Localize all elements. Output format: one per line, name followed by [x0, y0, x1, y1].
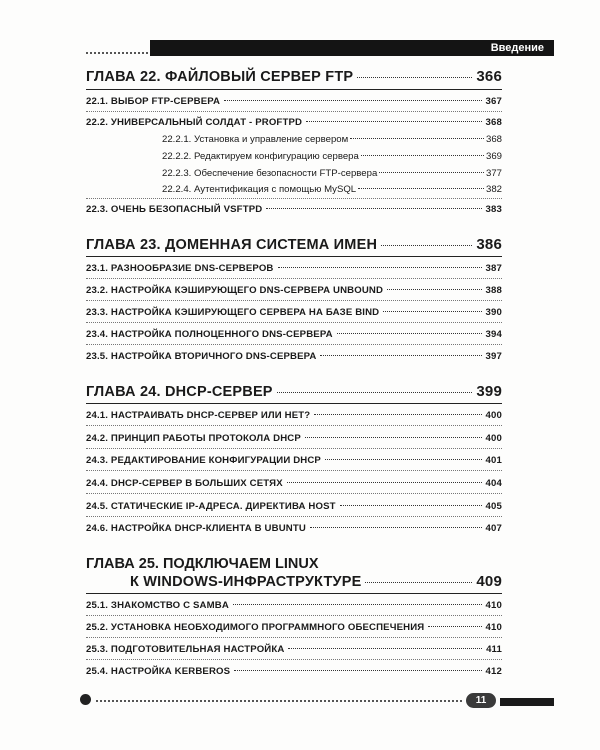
- dot-leader: [381, 245, 472, 246]
- toc-entry-22-1[interactable]: [86, 96, 502, 107]
- entry-rule: [86, 637, 502, 638]
- toc-entry-23-1[interactable]: [86, 263, 502, 274]
- entry-title: 22.2.1. Установка и управление сервером: [162, 134, 349, 145]
- entry-rule: [86, 493, 502, 494]
- chapter-page: 366: [476, 68, 502, 85]
- entry-page: 407: [485, 523, 502, 534]
- running-header-title: Введение: [490, 42, 544, 54]
- entry-rule: [86, 278, 502, 279]
- chapter-rule: [86, 256, 502, 257]
- entry-page: 367: [485, 96, 502, 107]
- toc-entry-23-2[interactable]: [86, 285, 502, 296]
- entry-title: 24.5. СТАТИЧЕСКИЕ IP-АДРЕСА. ДИРЕКТИВА HOST: [86, 501, 336, 512]
- entry-page: 405: [485, 501, 502, 512]
- toc-entry-24-6[interactable]: [86, 523, 502, 534]
- entry-rule: [86, 659, 502, 660]
- toc-entry-25-2[interactable]: [86, 622, 502, 633]
- dot-leader: [305, 437, 482, 438]
- entry-title: 24.3. РЕДАКТИРОВАНИЕ КОНФИГУРАЦИИ DHCP: [86, 455, 321, 466]
- page-number-badge: [466, 693, 496, 708]
- chapter-title: ГЛАВА 23. ДОМЕННАЯ СИСТЕМА ИМЕН: [86, 237, 378, 253]
- toc-entry-24-2[interactable]: [86, 433, 502, 444]
- entry-rule: [86, 300, 502, 301]
- entry-rule: [86, 470, 502, 471]
- chapter-23-entry[interactable]: [86, 236, 502, 253]
- entry-title: 24.1. НАСТРАИВАТЬ DHCP-СЕРВЕР ИЛИ НЕТ?: [86, 410, 311, 421]
- toc-entry-25-1[interactable]: [86, 600, 502, 611]
- entry-title: 22.2.2. Редактируем конфигурацию сервера: [162, 151, 359, 162]
- entry-page: 410: [485, 622, 502, 633]
- toc-entry-22-2-1[interactable]: [162, 134, 502, 145]
- dot-leader: [310, 527, 482, 528]
- dot-leader: [337, 333, 482, 334]
- entry-page: 387: [485, 263, 502, 274]
- dot-leader: [428, 626, 481, 627]
- toc-entry-24-3[interactable]: [86, 455, 502, 466]
- entry-page: 382: [485, 184, 502, 195]
- toc-entry-23-4[interactable]: [86, 329, 502, 340]
- toc-entry-23-3[interactable]: [86, 307, 502, 318]
- entry-title: 22.1. ВЫБОР FTP-СЕРВЕРА: [86, 96, 221, 107]
- entry-title: 23.3. НАСТРОЙКА КЭШИРУЮЩЕГО СЕРВЕРА НА БАЗЕ BIND: [86, 307, 380, 318]
- entry-rule: [86, 344, 502, 345]
- entry-title: 25.3. ПОДГОТОВИТЕЛЬНАЯ НАСТРОЙКА: [86, 644, 285, 655]
- chapter-page: 386: [476, 236, 502, 253]
- entry-rule: [86, 425, 502, 426]
- entry-title: 24.4. DHCP-СЕРВЕР В БОЛЬШИХ СЕТЯХ: [86, 478, 283, 489]
- entry-rule: [86, 198, 502, 199]
- entry-page: 383: [485, 204, 502, 215]
- chapter-page: 399: [476, 383, 502, 400]
- entry-title: 25.1. ЗНАКОМСТВО С SAMBA: [86, 600, 229, 611]
- chapter-title: ГЛАВА 24. DHCP-СЕРВЕР: [86, 384, 273, 400]
- toc-entry-23-5[interactable]: [86, 351, 502, 362]
- dot-leader: [314, 414, 481, 415]
- chapter-rule: [86, 593, 502, 594]
- entry-rule: [86, 615, 502, 616]
- entry-rule: [86, 111, 502, 112]
- running-header: [150, 40, 554, 56]
- entry-title: 22.3. ОЧЕНЬ БЕЗОПАСНЫЙ VSFTPD: [86, 204, 263, 215]
- toc-entry-25-4[interactable]: [86, 666, 502, 677]
- entry-page: 388: [485, 285, 502, 296]
- dot-leader: [365, 582, 472, 583]
- dot-leader: [358, 188, 484, 189]
- entry-title: 22.2.4. Аутентификация с помощью MySQL: [162, 184, 357, 195]
- entry-page: 368: [485, 117, 502, 128]
- toc-entry-25-3[interactable]: [86, 644, 502, 655]
- dot-leader: [234, 670, 481, 671]
- dot-leader: [340, 505, 482, 506]
- toc-entry-22-2-4[interactable]: [162, 184, 502, 195]
- entry-title: 23.5. НАСТРОЙКА ВТОРИЧНОГО DNS-СЕРВЕРА: [86, 351, 317, 362]
- dot-leader: [325, 459, 482, 460]
- dot-leader: [320, 355, 481, 356]
- entry-page: 412: [485, 666, 502, 677]
- toc-entry-24-4[interactable]: [86, 478, 502, 489]
- entry-title: 24.6. НАСТРОЙКА DHCP-КЛИЕНТА В UBUNTU: [86, 523, 306, 534]
- entry-title: 22.2.3. Обеспечение безопасности FTP-сервера: [162, 168, 378, 179]
- entry-page: 368: [485, 134, 502, 145]
- entry-rule: [86, 516, 502, 517]
- chapter-24-entry[interactable]: [86, 383, 502, 400]
- entry-title: 23.1. РАЗНООБРАЗИЕ DNS-СЕРВЕРОВ: [86, 263, 274, 274]
- toc-entry-22-2-3[interactable]: [162, 168, 502, 179]
- chapter-page: 409: [476, 573, 502, 590]
- entry-page: 401: [485, 455, 502, 466]
- chapter-title: К WINDOWS-ИНФРАСТРУКТУРЕ: [130, 574, 362, 590]
- dot-leader: [357, 77, 472, 78]
- chapter-rule: [86, 89, 502, 90]
- dot-leader: [350, 138, 484, 139]
- dot-leader: [266, 208, 481, 209]
- entry-page: 404: [485, 478, 502, 489]
- entry-page: 400: [485, 433, 502, 444]
- entry-page: 397: [485, 351, 502, 362]
- entry-title: 22.2. УНИВЕРСАЛЬНЫЙ СОЛДАТ - PROFTPD: [86, 117, 303, 128]
- dot-leader: [287, 482, 482, 483]
- entry-title: 23.4. НАСТРОЙКА ПОЛНОЦЕННОГО DNS-СЕРВЕРА: [86, 329, 333, 340]
- dot-leader: [288, 648, 482, 649]
- chapter-25-title-line1[interactable]: ГЛАВА 25. ПОДКЛЮЧАЕМ LINUX: [86, 556, 319, 572]
- footer-band: [500, 698, 554, 706]
- entry-page: 411: [486, 644, 502, 655]
- entry-page: 400: [485, 410, 502, 421]
- entry-title: 23.2. НАСТРОЙКА КЭШИРУЮЩЕГО DNS-СЕРВЕРА UNBOUND: [86, 285, 384, 296]
- dot-leader: [277, 392, 473, 393]
- entry-page: 369: [485, 151, 502, 162]
- dot-leader: [379, 172, 484, 173]
- entry-page: 410: [485, 600, 502, 611]
- header-dotted-line: [86, 52, 148, 54]
- toc-entry-22-2[interactable]: [86, 117, 502, 128]
- entry-title: 25.4. НАСТРОЙКА KERBEROS: [86, 666, 231, 677]
- toc-entry-22-3[interactable]: [86, 204, 502, 215]
- toc-entry-24-5[interactable]: [86, 501, 502, 512]
- dot-leader: [383, 311, 481, 312]
- chapter-rule: [86, 403, 502, 404]
- entry-title: 25.2. УСТАНОВКА НЕОБХОДИМОГО ПРОГРАММНОГО ОБЕСПЕЧЕНИЯ: [86, 622, 425, 633]
- entry-title: 24.2. ПРИНЦИП РАБОТЫ ПРОТОКОЛА DHCP: [86, 433, 301, 444]
- dot-leader: [278, 267, 482, 268]
- entry-page: 377: [485, 168, 502, 179]
- chapter-25-entry[interactable]: [130, 573, 502, 590]
- toc-entry-24-1[interactable]: [86, 410, 502, 421]
- footer-dotted-line: [96, 700, 462, 702]
- footer-bullet: [80, 694, 91, 705]
- page-number: 11: [475, 695, 487, 706]
- entry-page: 390: [485, 307, 502, 318]
- dot-leader: [306, 121, 481, 122]
- dot-leader: [224, 100, 481, 101]
- entry-page: 394: [485, 329, 502, 340]
- entry-rule: [86, 322, 502, 323]
- dot-leader: [361, 155, 484, 156]
- chapter-title: ГЛАВА 22. ФАЙЛОВЫЙ СЕРВЕР FTP: [86, 69, 354, 85]
- entry-rule: [86, 448, 502, 449]
- dot-leader: [233, 604, 482, 605]
- chapter-22-entry[interactable]: [86, 68, 502, 85]
- toc-entry-22-2-2[interactable]: [162, 151, 502, 162]
- dot-leader: [387, 289, 481, 290]
